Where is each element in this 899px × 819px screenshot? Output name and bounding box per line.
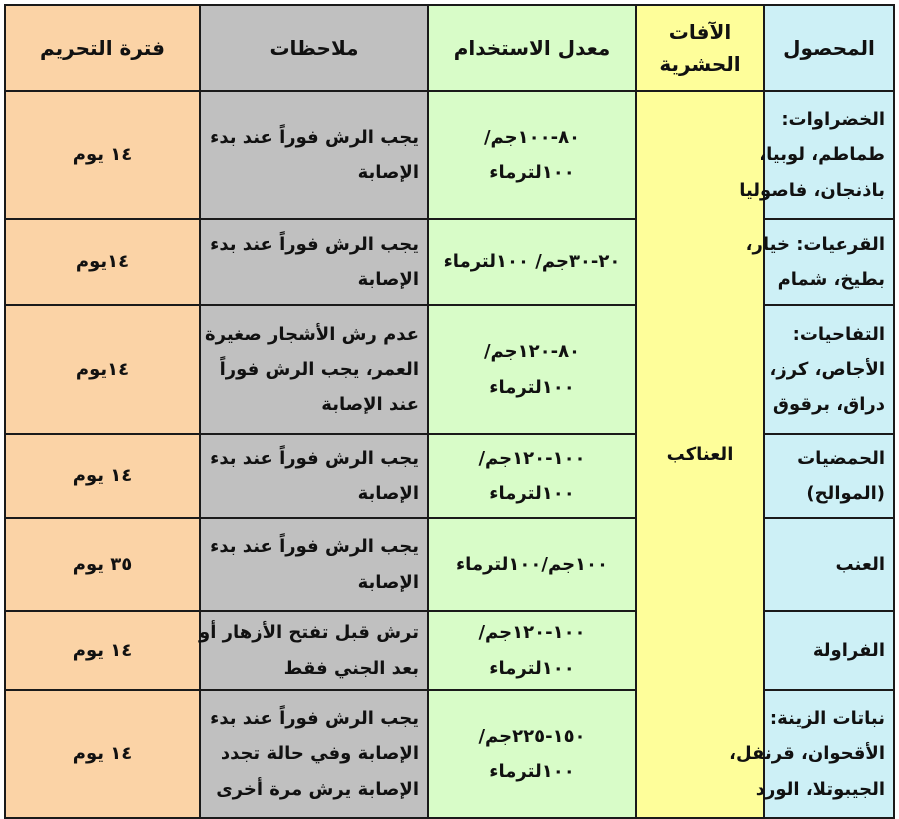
notes-cell	[200, 219, 428, 305]
notes-cell	[200, 611, 428, 690]
crop-cell-line: بطيخ، شمام	[777, 269, 885, 290]
notes-cell-line: الإصابة	[357, 269, 419, 290]
rate-cell-line: ٨٠-١٠٠جم/	[483, 126, 581, 148]
table-row	[5, 91, 894, 219]
rate-cell-line: ١٠٠لترماء	[489, 162, 575, 183]
rate-cell-line: ١٠٠-١٢٠جم/	[478, 447, 586, 469]
notes-cell-line: بعد الجني فقط	[283, 657, 419, 679]
rate-cell	[428, 305, 636, 434]
notes-cell-line: الإصابة	[357, 571, 419, 593]
header-pests: الآفات الحشرية	[636, 5, 764, 91]
crop-cell	[739, 91, 894, 219]
crop-cell	[764, 434, 894, 518]
rate-cell	[428, 434, 636, 518]
notes-cell-line: العمر، يجب الرش فوراً	[219, 358, 419, 380]
notes-cell-line: يجب الرش فوراً عند بدء	[210, 536, 419, 558]
pesticide-table	[4, 4, 895, 819]
header-rate: معدل الاستخدام	[428, 5, 636, 91]
crop-cell	[729, 690, 894, 818]
period-cell: ١٤ يوم	[5, 91, 200, 219]
rate-cell-line: ١٠٠لترماء	[489, 657, 575, 679]
crop-cell-line: (الموالح)	[806, 483, 885, 504]
notes-cell-line: الإصابة	[357, 162, 419, 183]
notes-cell-line: يجب الرش فوراً عند بدء	[210, 126, 419, 148]
period-cell: ١٤ يوم	[5, 611, 200, 690]
rate-cell-line: ١٥٠-٢٢٥جم/	[478, 725, 586, 747]
crop-cell-line: العنب	[835, 553, 885, 575]
notes-cell-line: عدم رش الأشجار صغيرة	[205, 323, 419, 345]
notes-cell-line: يجب الرش فوراً عند بدء	[210, 708, 419, 730]
crop-cell-line: دراق، برقوق	[772, 394, 885, 416]
header-notes: ملاحظات	[200, 5, 428, 91]
notes-cell-line: الإصابة	[357, 483, 419, 504]
notes-cell-line: يجب الرش فوراً عند بدء	[210, 447, 419, 469]
table-body	[5, 91, 894, 818]
crop-cell-line: الأجاص، كرز،	[769, 358, 885, 380]
rate-cell-line: ١٠٠جم/١٠٠لترماء	[455, 553, 609, 575]
notes-cell-line: يجب الرش فوراً عند بدء	[210, 233, 419, 255]
crop-cell-line: نباتات الزينة:	[769, 708, 885, 730]
rate-cell	[428, 219, 636, 305]
notes-cell-line: الإصابة يرش مرة أخرى	[216, 778, 419, 800]
rate-cell-line: ١٠٠لترماء	[489, 761, 575, 782]
rate-cell	[428, 690, 636, 818]
rate-cell	[428, 518, 636, 611]
crop-cell-line: طماطم، لوبيا،	[759, 144, 885, 166]
rate-cell-line: ١٠٠لترماء	[489, 376, 575, 398]
crop-cell-line: باذنجان، فاصوليا	[739, 179, 885, 201]
crop-cell-line: القرعيات: خيار،	[745, 233, 885, 255]
rate-cell	[428, 91, 636, 219]
period-cell: ١٤يوم	[5, 219, 200, 305]
crop-cell-line: الخضراوات:	[781, 109, 885, 131]
crop-cell	[764, 305, 894, 434]
crop-cell-line: الجيبوتلا، الورد	[755, 778, 885, 800]
notes-cell	[200, 305, 428, 434]
period-cell: ٣٥ يوم	[5, 518, 200, 611]
rate-cell-line: ٢٠-٣٠جم/ ١٠٠لترماء	[443, 251, 621, 273]
pesticide-table-container	[4, 4, 893, 814]
header-row	[5, 5, 894, 91]
crop-cell	[764, 518, 894, 611]
crop-cell	[764, 611, 894, 690]
period-cell: ١٤ يوم	[5, 434, 200, 518]
notes-cell-line: عند الإصابة	[321, 394, 419, 416]
crop-cell-line: الفراولة	[812, 639, 885, 661]
notes-cell-line: الإصابة وفي حالة تجدد	[220, 743, 419, 765]
rate-cell-line: ١٠٠-١٢٠جم/	[478, 622, 586, 644]
crop-cell-line: الأقحوان، قرنفل،	[729, 743, 885, 765]
notes-cell	[200, 91, 428, 219]
header-period: فترة التحريم	[5, 5, 200, 91]
crop-cell-line: التفاحيات:	[792, 323, 885, 345]
crop-cell-line: الحمضيات	[797, 447, 885, 469]
notes-cell	[200, 434, 428, 518]
rate-cell	[428, 611, 636, 690]
header-crop: المحصول	[764, 5, 894, 91]
notes-cell-line: ترش قبل تفتح الأزهار أو	[199, 622, 419, 644]
rate-cell-line: ١٠٠لترماء	[489, 483, 575, 504]
crop-cell	[745, 219, 894, 305]
notes-cell	[200, 690, 428, 818]
notes-cell	[200, 518, 428, 611]
pest-cell: العناكب	[636, 91, 764, 818]
rate-cell-line: ٨٠-١٢٠جم/	[483, 341, 581, 363]
period-cell: ١٤يوم	[5, 305, 200, 434]
period-cell: ١٤ يوم	[5, 690, 200, 818]
